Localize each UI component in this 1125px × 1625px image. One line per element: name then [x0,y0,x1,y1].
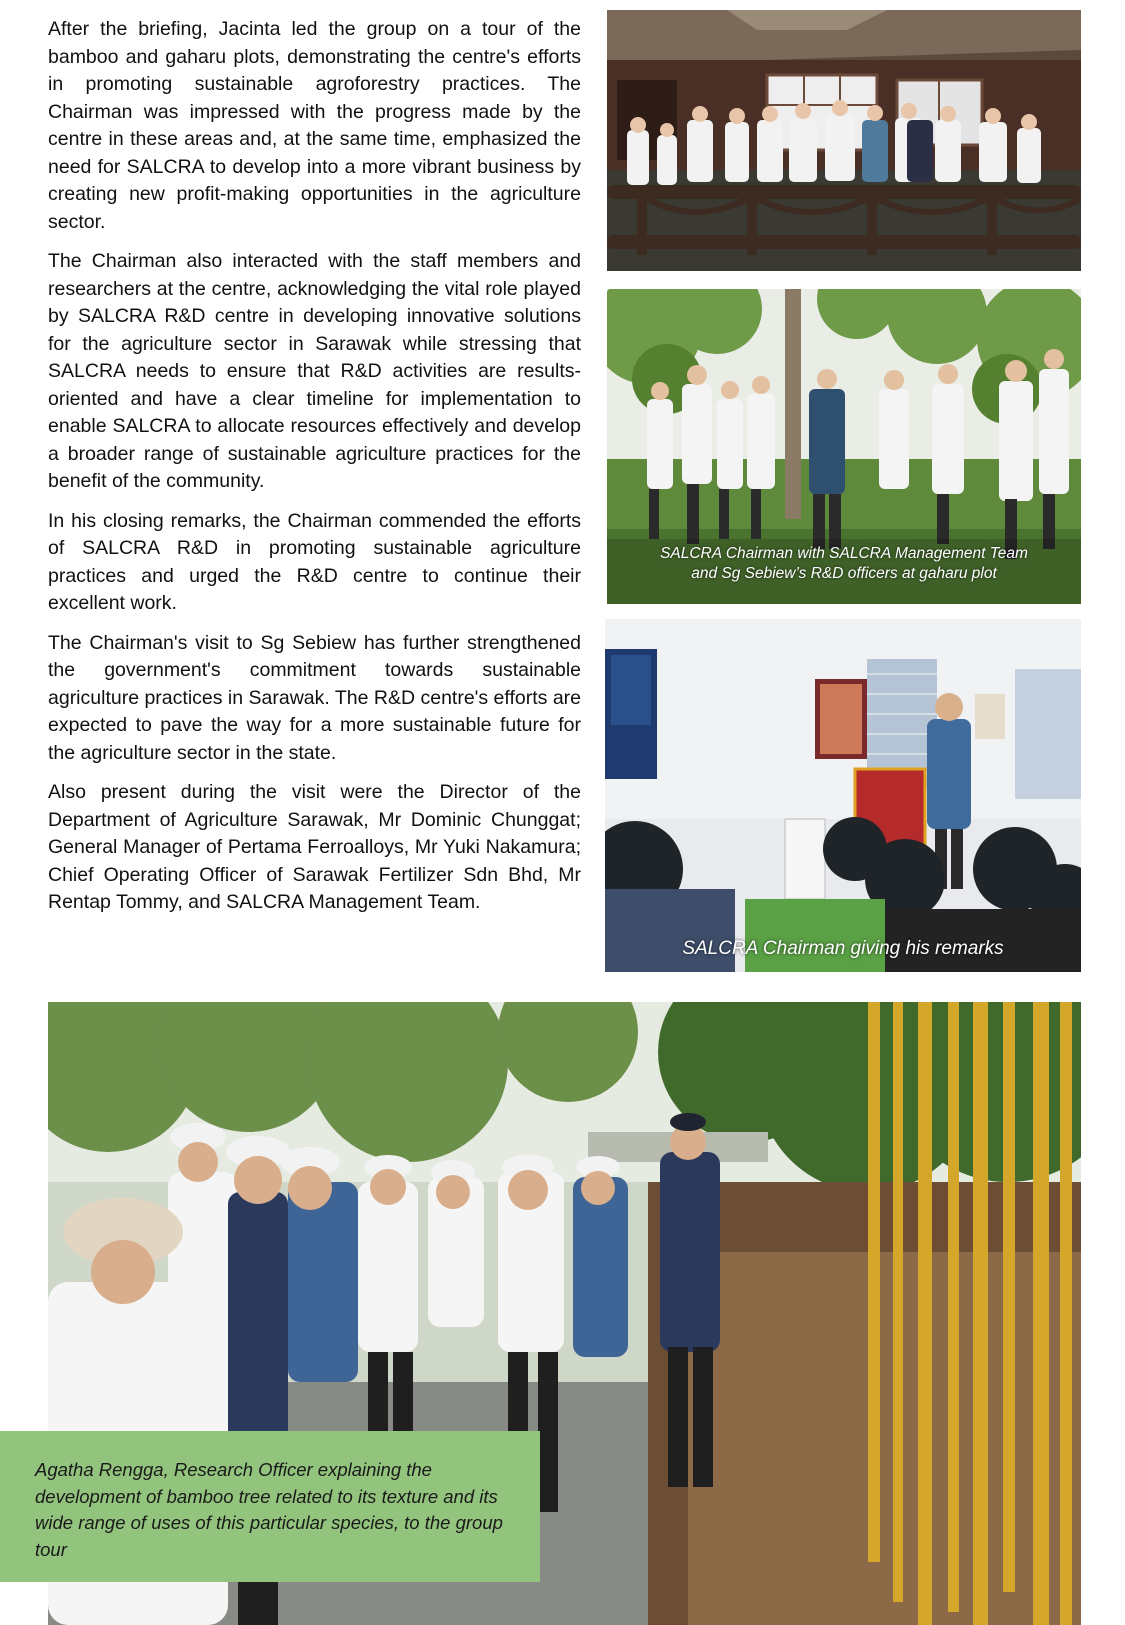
paragraph-tour: After the briefing, Jacinta led the group on a tour of the bamboo and gaharu plots, demonstrating the centre's efforts in promoting sustainable agroforestry practices. The Chairman was impressed with the progress made by the centre in these areas and, at the same time, emphasized the need for SALCRA to develop into a more vibrant business by creating new profit-making opportunities in the agriculture sector. [48,18,581,233]
paragraph-visit-impact: The Chairman's visit to Sg Sebiew has further strengthened the government's commitment towards sustainable agriculture practices in Sarawak. The R&D centre's efforts are expected to pave the way for a more sustainable future for the agriculture sector in the state. [48,631,581,764]
bamboo-tour-caption-box [0,1431,540,1582]
paragraph-attendees: Also present during the visit were the Director of the Department of Agriculture Sarawak, Mr Dominic Chunggat; General Manager of Pertama Ferroalloys, Mr Yuki Nakamura; Chief Operating Officer of Sarawak Fertilizer Sdn Bhd, Mr Rentap Tommy, and SALCRA Management Team. [48,781,581,913]
photo-group-at-building [607,10,1081,271]
bamboo-tour-caption: Agatha Rengga, Research Officer explaining the development of bamboo tree related to its texture and its wide range of uses of this particular species, to the group tour [35,1459,503,1560]
group-at-building-image [607,10,1081,271]
remarks-image [605,619,1081,972]
remarks-caption: SALCRA Chairman giving his remarks [682,938,1004,959]
article-body [48,16,581,929]
gaharu-caption-line-1: SALCRA Chairman with SALCRA Management Team [660,545,1028,562]
paragraph-staff-interaction: The Chairman also interacted with the staff members and researchers at the centre, acknowledging the vital role played by SALCRA R&D centre in developing innovative solutions for the agriculture sector in Sarawak while stressing that SALCRA needs to ensure that R&D activities are results-oriented and have a clear timeline for implementation to enable SALCRA to allocate resources effectively and develop a broader range of sustainable agriculture practices for the benefit of the community. [48,250,581,492]
gaharu-caption-line-2: and Sg Sebiew’s R&D officers at gaharu plot [691,565,997,582]
paragraph-closing-remarks: In his closing remarks, the Chairman commended the efforts of SALCRA R&D in promoting sustainable agriculture practices and urged the R&D centre to continue their excellent work. [48,509,581,614]
photo-gaharu-plot [607,289,1081,604]
gaharu-plot-caption [607,544,1081,584]
photo-remarks [605,619,1081,972]
